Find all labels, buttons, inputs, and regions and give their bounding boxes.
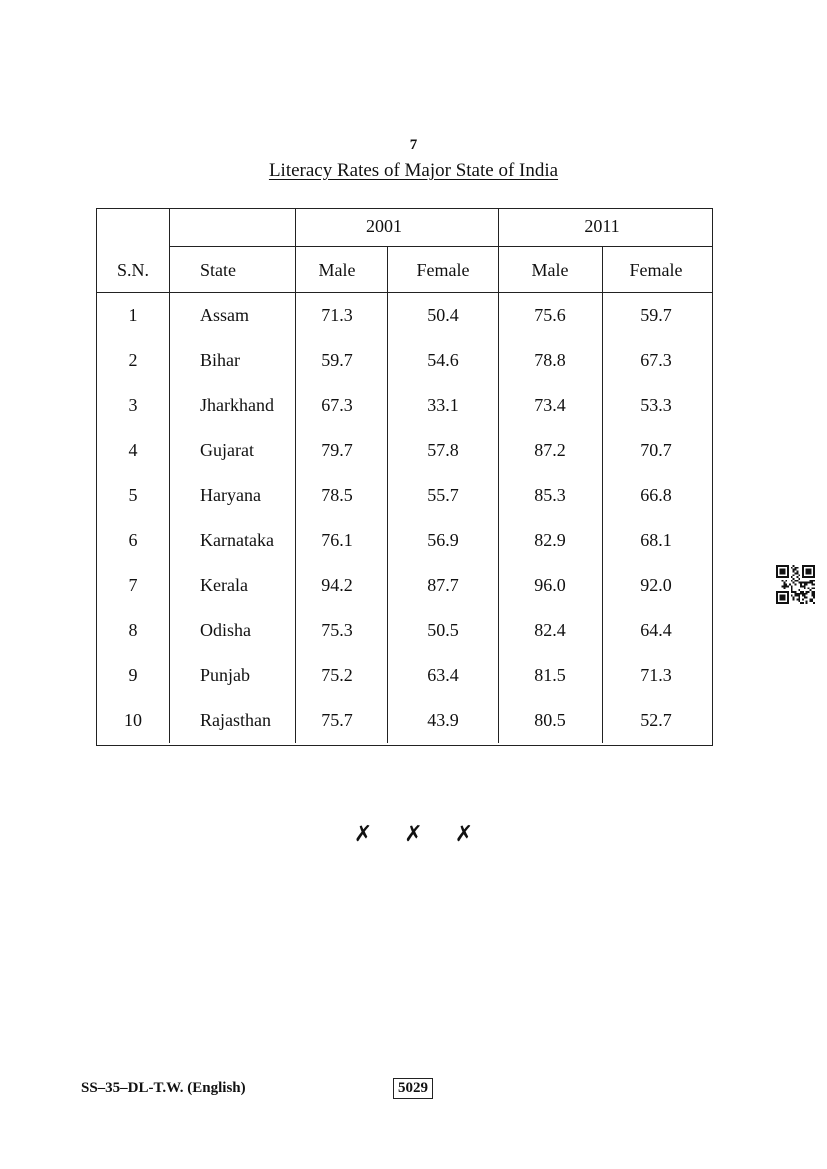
table-cell-male-2001: 67.3 [321,395,353,415]
table-cell-male-2011: 78.8 [534,350,566,370]
table-cell-sn: 1 [128,305,138,325]
end-mark: ✗ [353,822,373,847]
table-cell-male-2001: 59.7 [321,350,353,370]
table-rule [295,209,296,743]
footer-paper-code: SS–35–DL-T.W. (English) [81,1080,246,1096]
table-cell-state: Gujarat [200,440,254,460]
table-cell-male-2001: 75.7 [321,710,353,730]
column-header-male-2011: Male [531,260,569,280]
table-title [0,160,827,182]
column-header-female-2001: Female [416,260,470,280]
table-cell-sn: 4 [128,440,138,460]
table-cell-male-2001: 71.3 [321,305,353,325]
table-cell-female-2011: 70.7 [640,440,672,460]
table-cell-male-2011: 80.5 [534,710,566,730]
table-rule [602,246,603,743]
table-cell-female-2011: 67.3 [640,350,672,370]
table-rule [97,292,712,293]
table-cell-female-2011: 53.3 [640,395,672,415]
table-cell-sn: 2 [128,350,138,370]
table-cell-female-2001: 63.4 [427,665,459,685]
column-header-state: State [200,260,236,280]
footer-paper-number: 5029 [393,1078,433,1099]
table-cell-male-2011: 82.9 [534,530,566,550]
table-rule [169,209,170,743]
literacy-table [96,208,713,746]
table-cell-male-2001: 75.2 [321,665,353,685]
table-cell-female-2001: 43.9 [427,710,459,730]
end-marks [0,822,827,847]
column-header-sn: S.N. [116,260,150,280]
table-cell-state: Haryana [200,485,261,505]
year-header-2001: 2001 [366,216,402,236]
table-cell-male-2001: 79.7 [321,440,353,460]
table-cell-sn: 3 [128,395,138,415]
table-cell-female-2011: 66.8 [640,485,672,505]
table-cell-female-2001: 33.1 [427,395,459,415]
table-rule [170,246,712,247]
table-cell-state: Karnataka [200,530,274,550]
table-cell-female-2001: 87.7 [427,575,459,595]
year-header-2011: 2011 [584,216,620,236]
table-cell-female-2001: 55.7 [427,485,459,505]
table-cell-state: Punjab [200,665,251,685]
table-cell-male-2011: 81.5 [534,665,566,685]
column-header-male-2001: Male [318,260,356,280]
table-cell-female-2011: 59.7 [640,305,672,325]
table-cell-state: Rajasthan [200,710,271,730]
table-cell-male-2011: 87.2 [534,440,566,460]
end-mark: ✗ [404,822,423,847]
table-cell-female-2001: 54.6 [427,350,459,370]
table-cell-state: Kerala [200,575,248,595]
table-cell-sn: 7 [128,575,138,595]
table-cell-female-2011: 64.4 [640,620,672,640]
table-cell-male-2001: 94.2 [321,575,353,595]
table-cell-state: Odisha [200,620,251,640]
table-cell-female-2011: 92.0 [640,575,672,595]
table-cell-sn: 9 [128,665,138,685]
table-title-text: Literacy Rates of Major State of India [268,160,559,181]
table-cell-female-2001: 50.4 [427,305,459,325]
table-cell-state: Assam [200,305,249,325]
table-cell-male-2001: 76.1 [321,530,353,550]
table-cell-female-2011: 52.7 [640,710,672,730]
table-cell-male-2011: 96.0 [534,575,566,595]
table-rule [387,246,388,743]
table-cell-sn: 6 [128,530,138,550]
table-cell-sn: 5 [128,485,138,505]
table-cell-female-2011: 71.3 [640,665,672,685]
qr-code-icon [776,565,815,604]
page-number: 7 [409,137,418,153]
table-cell-female-2011: 68.1 [640,530,672,550]
table-rule [498,209,499,743]
table-cell-female-2001: 50.5 [427,620,459,640]
table-cell-male-2011: 82.4 [534,620,566,640]
table-cell-state: Bihar [200,350,240,370]
table-cell-male-2001: 75.3 [321,620,353,640]
end-mark: ✗ [454,822,474,847]
table-cell-sn: 8 [128,620,138,640]
table-cell-state: Jharkhand [200,395,274,415]
column-header-female-2011: Female [629,260,683,280]
table-cell-sn: 10 [124,710,142,730]
table-cell-male-2001: 78.5 [321,485,353,505]
table-cell-male-2011: 73.4 [534,395,566,415]
table-cell-female-2001: 56.9 [427,530,459,550]
table-cell-female-2001: 57.8 [427,440,459,460]
table-cell-male-2011: 75.6 [534,305,566,325]
table-cell-male-2011: 85.3 [534,485,566,505]
